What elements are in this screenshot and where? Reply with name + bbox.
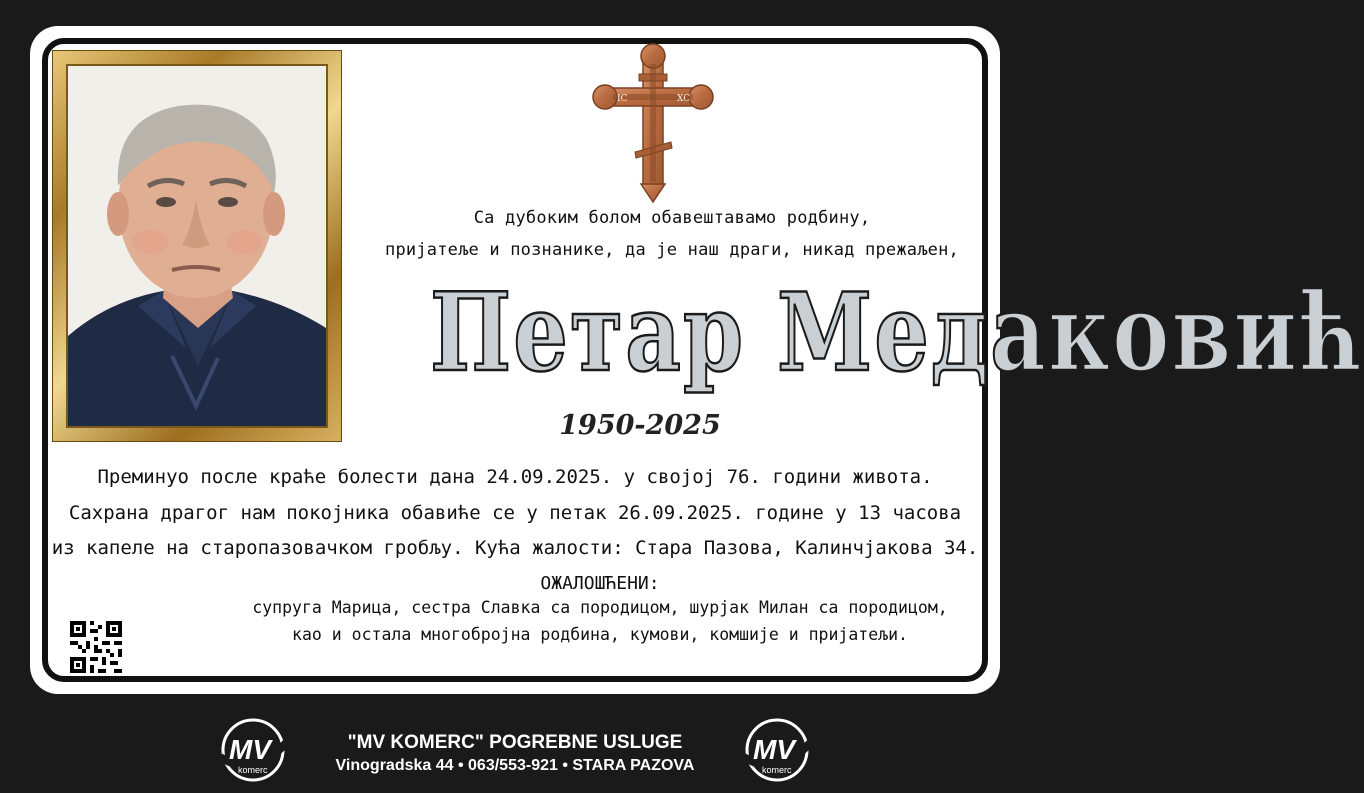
intro-line-1: Са дубоким болом обавештавамо родбину, [473, 208, 871, 228]
qr-code-icon[interactable] [70, 621, 122, 673]
body-line-3: из капеле на старопазовачком гробљу. Кућа жалости: Стара Пазова, Калинчјакова 34. [51, 537, 979, 559]
logo-subtext: komerc [762, 765, 792, 775]
footer-address: Vinogradska 44 • 063/553-921 • STARA PAZOVA [335, 757, 695, 774]
portrait-photo [66, 64, 328, 428]
cross-inscription-right: XC [677, 94, 691, 104]
cross-inscription-left: IC [617, 94, 628, 104]
portrait-frame [52, 50, 342, 442]
mourners-line-2: као и остала многобројна родбина, кумови, комшије и пријатељи. [292, 625, 908, 644]
intro-line-2: пријатеље и познанике, да је наш драги, никад прежаљен, [385, 240, 959, 260]
deceased-name: Петар Медаковић [430, 270, 1364, 397]
body-line-2: Сахрана драгог нам покојника обавиће се у петак 26.09.2025. године у 13 часова [68, 502, 962, 524]
footer-company: "MV KOMERC" POGREBNE USLUGE [347, 732, 683, 753]
logo-letters: MV [229, 734, 271, 765]
portrait-illustration [68, 66, 326, 426]
logo-letters: MV [753, 734, 795, 765]
mourners-line-1: супруга Марица, сестра Славка са породицом, шурјак Милан са породицом, [252, 598, 948, 617]
body-line-1: Преминуо после краће болести дана 24.09.2025. у својој 76. години живота. [97, 466, 933, 488]
logo-subtext: komerc [238, 765, 268, 775]
mourners-title: ОЖАЛОШЋЕНИ: [540, 573, 660, 594]
life-years: 1950-2025 [559, 410, 721, 441]
orthodox-cross-icon [595, 44, 711, 206]
